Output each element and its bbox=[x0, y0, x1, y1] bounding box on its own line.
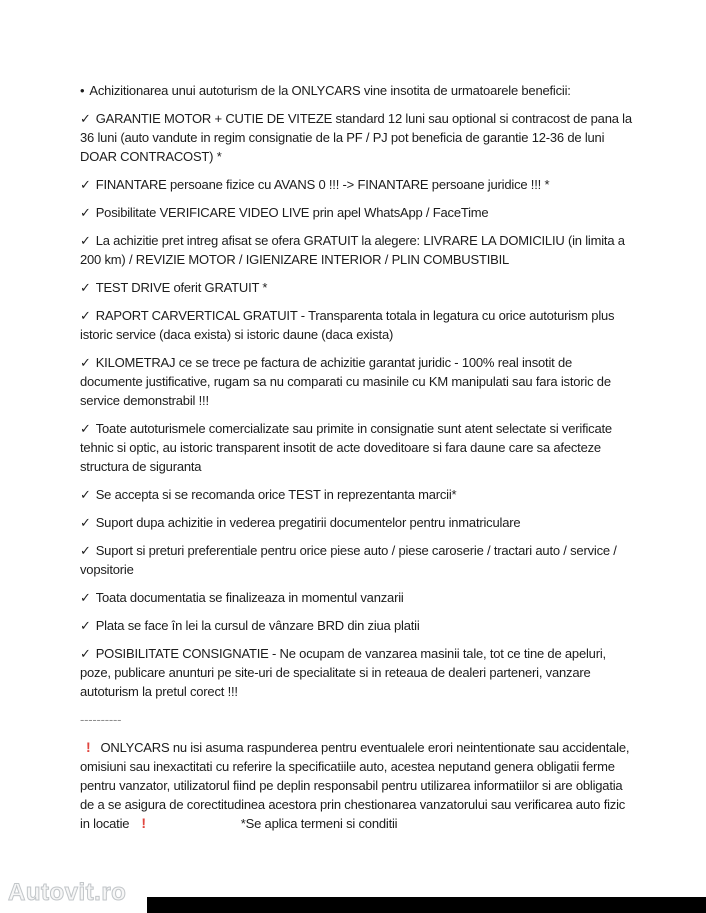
autovit-watermark: Autovit.ro bbox=[8, 879, 127, 906]
benefit-item bbox=[80, 109, 632, 166]
checkmark-icon: ✓ bbox=[80, 487, 91, 502]
checkmark-icon: ✓ bbox=[80, 646, 91, 661]
benefit-item bbox=[80, 644, 632, 701]
benefit-text: Se accepta si se recomanda orice TEST in reprezentanta marcii* bbox=[95, 487, 457, 502]
checkmark-icon: ✓ bbox=[80, 308, 91, 323]
checkmark-icon: ✓ bbox=[80, 590, 91, 605]
disclaimer-paragraph bbox=[80, 738, 632, 833]
benefit-text: Toate autoturismele comercializate sau primite in consignatie sunt atent selectate si verificate tehnic si optic, au istoric transparent insotit de acte doveditoare si fara daune care sa afecteze structura de siguranta bbox=[80, 421, 612, 474]
benefit-item bbox=[80, 353, 632, 410]
bullet-icon: • bbox=[80, 83, 85, 98]
benefit-text: La achizitie pret intreg afisat se ofera GRATUIT la alegere: LIVRARE LA DOMICILIU (in limita a 200 km) / REVIZIE MOTOR / IGIENIZARE INTERIOR / PLIN COMBUSTIBIL bbox=[80, 233, 625, 267]
separator-line: ---------- bbox=[80, 712, 122, 727]
benefit-text: Suport si preturi preferentiale pentru orice piese auto / piese caroserie / tractari auto / service / vopsitorie bbox=[80, 543, 617, 577]
benefit-item bbox=[80, 306, 632, 344]
listing-description bbox=[80, 81, 632, 842]
checkmark-icon: ✓ bbox=[80, 543, 91, 558]
intro-text: Achizitionarea unui autoturism de la ONLYCARS vine insotita de urmatoarele beneficii: bbox=[89, 83, 571, 98]
checkmark-icon: ✓ bbox=[80, 111, 91, 126]
terms-note: *Se aplica termeni si conditii bbox=[240, 816, 398, 831]
benefit-item bbox=[80, 588, 632, 607]
checkmark-icon: ✓ bbox=[80, 233, 91, 248]
warning-exclamation-icon: ! bbox=[141, 815, 146, 831]
benefit-item bbox=[80, 485, 632, 504]
benefit-text: Posibilitate VERIFICARE VIDEO LIVE prin apel WhatsApp / FaceTime bbox=[95, 205, 489, 220]
checkmark-icon: ✓ bbox=[80, 421, 91, 436]
benefit-text: POSIBILITATE CONSIGNATIE - Ne ocupam de vanzarea masinii tale, tot ce tine de apeluri, poze, publicare anunturi pe site-uri de specialitate si in reteaua de dealeri parteneri, vanzare autoturism la pretul corect !!! bbox=[80, 646, 606, 699]
checkmark-icon: ✓ bbox=[80, 205, 91, 220]
bottom-black-bar bbox=[147, 897, 706, 913]
benefit-item bbox=[80, 278, 632, 297]
benefit-item bbox=[80, 541, 632, 579]
benefit-item bbox=[80, 419, 632, 476]
benefit-text: KILOMETRAJ ce se trece pe factura de achizitie garantat juridic - 100% real insotit de documente justificative, rugam sa nu comparati cu masinile cu KM manipulati sau fara istoric de service demonstrabil !!! bbox=[80, 355, 611, 408]
benefit-item bbox=[80, 616, 632, 635]
checkmark-icon: ✓ bbox=[80, 177, 91, 192]
benefit-text: Toata documentatia se finalizeaza in momentul vanzarii bbox=[95, 590, 404, 605]
checkmark-icon: ✓ bbox=[80, 280, 91, 295]
benefit-item bbox=[80, 203, 632, 222]
benefit-text: Plata se face în lei la cursul de vânzare BRD din ziua platii bbox=[95, 618, 420, 633]
checkmark-icon: ✓ bbox=[80, 355, 91, 370]
disclaimer-text: ONLYCARS nu isi asuma raspunderea pentru eventualele erori neintentionate sau accidentale, omisiuni sau inexactitati cu referire la specificatiile auto, acestea neputand genera obligatii ferme pentru vanzator, utilizatorul fiind pe deplin responsabil pentru utilizarea informatiilor si are obligatia de a se asigura de corectitudinea acestora prin chestionarea vanzatorului sau verificarea auto fizic in locatie bbox=[80, 740, 630, 831]
benefit-text: RAPORT CARVERTICAL GRATUIT - Transparenta totala in legatura cu orice autoturism plus istoric service (daca exista) si istoric daune (daca exista) bbox=[80, 308, 615, 342]
benefit-text: Suport dupa achizitie in vederea pregatirii documentelor pentru inmatriculare bbox=[95, 515, 521, 530]
benefit-item bbox=[80, 513, 632, 532]
benefit-text: FINANTARE persoane fizice cu AVANS 0 !!! -> FINANTARE persoane juridice !!! * bbox=[95, 177, 550, 192]
benefit-text: GARANTIE MOTOR + CUTIE DE VITEZE standard 12 luni sau optional si contracost de pana la 36 luni (auto vandute in regim consignatie de la PF / PJ pot beneficia de garantie 12-36 de luni DOAR CONTRACOST) * bbox=[80, 111, 632, 164]
benefit-item bbox=[80, 231, 632, 269]
intro-line bbox=[80, 81, 632, 100]
benefit-text: TEST DRIVE oferit GRATUIT * bbox=[95, 280, 268, 295]
checkmark-icon: ✓ bbox=[80, 618, 91, 633]
benefit-item bbox=[80, 175, 632, 194]
benefits-list bbox=[80, 109, 632, 701]
checkmark-icon: ✓ bbox=[80, 515, 91, 530]
warning-exclamation-icon: ! bbox=[86, 739, 91, 755]
